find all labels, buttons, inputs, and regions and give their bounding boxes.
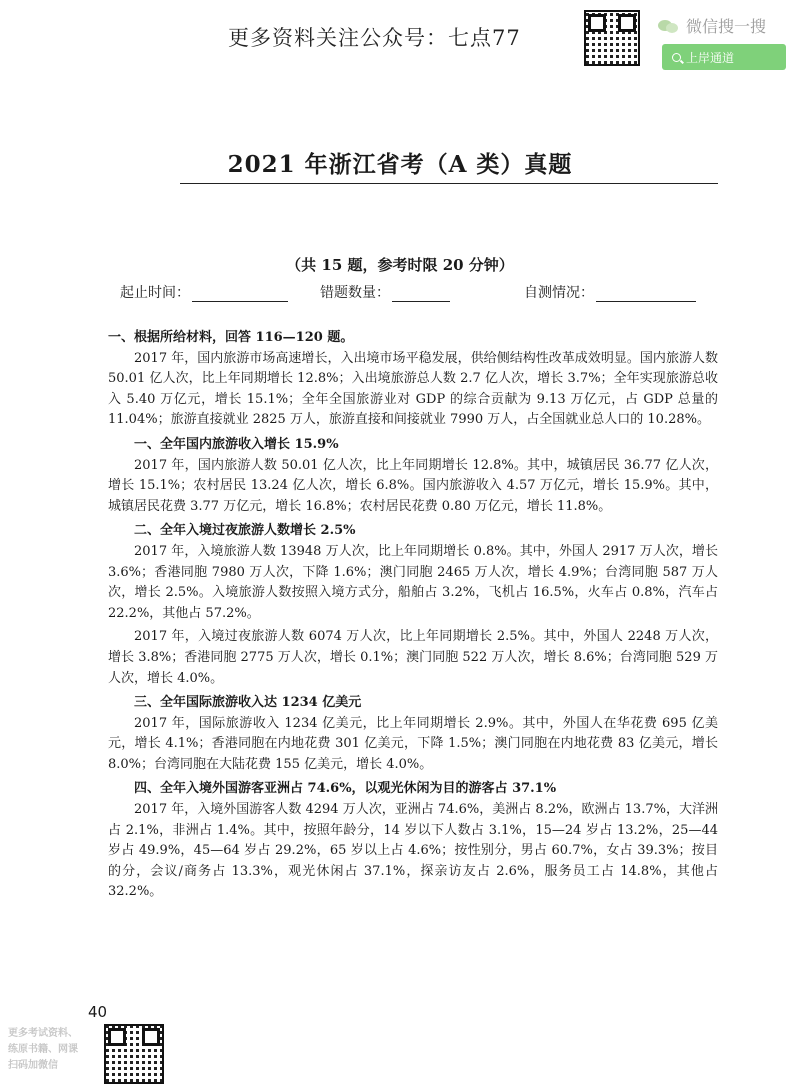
title-divider xyxy=(180,183,718,184)
subsection-heading-1: 一、全年国内旅游收入增长 15.9% xyxy=(134,436,339,452)
wrong-count-label: 错题数量： xyxy=(320,285,390,301)
page-number: 40 xyxy=(88,1003,108,1021)
top-banner: 更多资料关注公众号：七点77 xyxy=(228,26,521,50)
exam-subtitle: （共 15 题，参考时限 20 分钟） xyxy=(286,256,514,274)
wechat-search-label: 微信搜一搜 xyxy=(686,17,767,36)
subsection-1-paragraph: 2017 年，国内旅游人数 50.01 亿人次，比上年同期增长 12.8%。其中，城镇居民 36.77 亿人次，增长 15.1%；农村居民 13.24 亿人次，增长 6.8%。国内旅游收入 4.57 万亿元，增长 15.9%。其中，城镇居民花费 3.77 万亿元，增长 16.8%；农村居民花费 0.80 万亿元，增长 11.8%。 xyxy=(108,457,718,514)
qr-code-image xyxy=(584,10,640,66)
shangan-channel-button[interactable] xyxy=(662,44,786,70)
subsection-heading-2: 二、全年入境过夜旅游人数增长 2.5% xyxy=(134,523,356,539)
self-test-label: 自测情况： xyxy=(524,285,594,301)
side-promo xyxy=(8,1026,100,1074)
question-material xyxy=(108,328,718,906)
page-title: 2021 年浙江省考（A 类）真题 xyxy=(227,151,573,178)
start-end-time-blank xyxy=(192,285,288,302)
side-promo-line-2: 练原书籍、网课 xyxy=(8,1044,78,1055)
self-check-row xyxy=(120,282,720,304)
wrong-count-blank xyxy=(392,285,450,302)
subsection-4-paragraph: 2017 年，入境外国游客人数 4294 万人次，亚洲占 74.6%，美洲占 8.2%，欧洲占 13.7%，大洋洲占 2.1%，非洲占 1.4%。其中，按照年龄分，14 岁以下人数占 3.1%，15—24 岁占 13.2%，25—44 岁占 49.9%，45—64 岁占 29.2%，65 岁以上占 4.6%；按性别分，男占 60.7%，女占 39.3%；按目的分，会议/商务占 13.3%，观光休闲占 37.1%，探亲访友占 2.6%，服务员工占 14.8%，其他占 32.2%。 xyxy=(108,802,718,900)
self-test-blank xyxy=(596,285,696,302)
start-end-time-label: 起止时间： xyxy=(120,285,190,301)
search-icon xyxy=(672,53,681,62)
shangan-channel-label: 上岸通道 xyxy=(686,50,735,65)
subsection-2-paragraph-2: 2017 年，入境过夜旅游人数 6074 万人次，比上年同期增长 2.5%。其中，外国人 2248 万人次，增长 3.8%；香港同胞 2775 万人次，增长 0.1%；澳门同胞 522 万人次，增长 8.6%；台湾同胞 529 万人次，增长 4.0%。 xyxy=(108,629,718,686)
qr-code-image xyxy=(104,1024,164,1084)
subsection-heading-3: 三、全年国际旅游收入达 1234 亿美元 xyxy=(134,695,362,711)
section-heading: 一、根据所给材料，回答 116—120 题。 xyxy=(108,330,354,345)
intro-paragraph: 2017 年，国内旅游市场高速增长，入出境市场平稳发展，供给侧结构性改革成效明显。国内旅游人数 50.01 亿人次，比上年同期增长 12.8%；入出境旅游总人数 2.7 亿人次，增长 3.7%；全年实现旅游总收入 5.40 万亿元，增长 15.1%；全年全国旅游业对 GDP 的综合贡献为 9.13 万亿元，占 GDP 总量的 11.04%；旅游直接就业 2825 万人，旅游直接和间接就业 7990 万人，占全国就业总人口的 10.28%。 xyxy=(108,350,718,428)
side-promo-line-1: 更多考试资料、 xyxy=(8,1028,78,1039)
subsection-2-paragraph-1: 2017 年，入境旅游人数 13948 万人次，比上年同期增长 0.8%。其中，外国人 2917 万人次，增长 3.6%；香港同胞 7980 万人次，下降 1.6%；澳门同胞 2465 万人次，增长 4.9%；台湾同胞 587 万人次，增长 2.5%。入境旅游人数按照入境方式分，船舶占 3.2%，飞机占 16.5%，火车占 0.8%，汽车占 22.2%，其他占 57.2%。 xyxy=(108,543,718,621)
subsection-heading-4: 四、全年入境外国游客亚洲占 74.6%，以观光休闲为目的游客占 37.1% xyxy=(134,781,557,797)
wechat-search-brand xyxy=(658,14,794,37)
wechat-icon xyxy=(658,18,680,34)
self-test-field xyxy=(524,282,696,302)
wrong-count-field xyxy=(320,282,450,302)
start-end-time-field xyxy=(120,282,288,302)
side-promo-line-3: 扫码加微信 xyxy=(8,1060,58,1071)
subsection-3-paragraph: 2017 年，国际旅游收入 1234 亿美元，比上年同期增长 2.9%。其中，外国人在华花费 695 亿美元，增长 4.1%；香港同胞在内地花费 301 亿美元，下降 1.5%；澳门同胞在内地花费 83 亿美元，增长 8.0%；台湾同胞在大陆花费 155 亿美元，增长 4.0%。 xyxy=(108,715,718,772)
